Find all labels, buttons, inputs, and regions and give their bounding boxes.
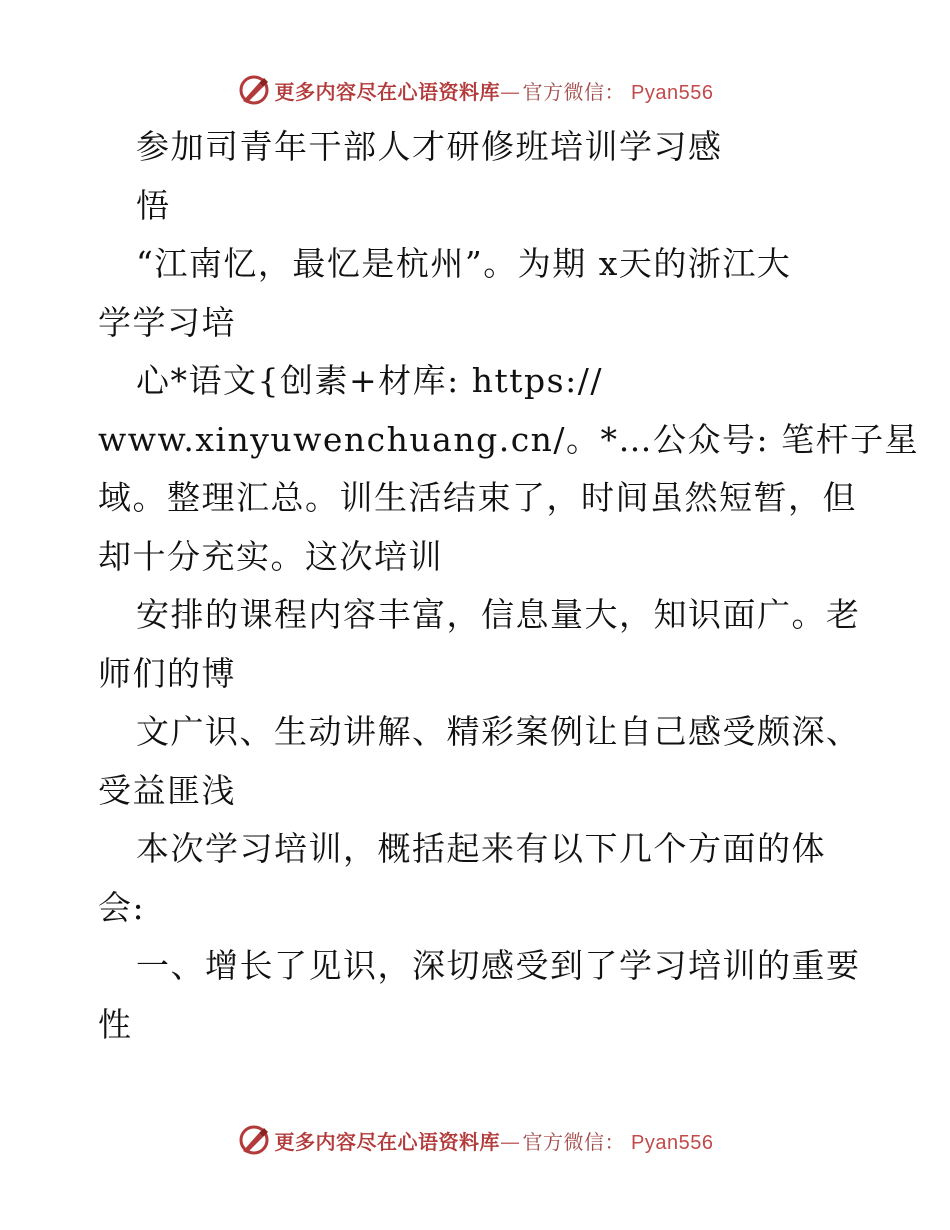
pen-logo-icon [237, 1123, 271, 1157]
header-banner [0, 70, 950, 110]
document-line: 性 [98, 1004, 133, 1044]
banner-text [275, 76, 714, 105]
pen-logo-icon [237, 73, 271, 107]
document-line: 会: [98, 887, 146, 927]
document-line: 学学习培 [98, 302, 236, 342]
document-line: 师们的博 [98, 653, 236, 693]
document-line: 域。整理汇总。训生活结束了，时间虽然短暂，但 [98, 478, 857, 517]
banner-main: 更多内容尽在心语资料库 [274, 1129, 501, 1154]
document-line: 受益匪浅 [98, 770, 236, 810]
document-line: “江南忆，最忆是杭州”。为期 x天的浙江大 [136, 244, 792, 283]
document-line: 悟 [136, 185, 171, 225]
banner-dash: — [500, 79, 521, 104]
document-body [98, 118, 920, 1054]
document-line: 一、增长了见识，深切感受到了学习培训的重要 [136, 946, 861, 985]
document-line: 安排的课程内容丰富，信息量大，知识面广。老 [136, 595, 861, 634]
banner-text [275, 1126, 714, 1155]
document-line: 心*语文{创素+材库: https:// [136, 361, 603, 400]
footer-banner [0, 1120, 950, 1160]
banner-wechat: Pyan556 [631, 81, 714, 104]
document-line: www.xinyuwenchuang.cn/。*…公众号: 笔杆子星 [98, 419, 920, 459]
banner-wechat: Pyan556 [631, 1131, 714, 1154]
document-line: 文广识、生动讲解、精彩案例让自己感受颇深、 [136, 712, 861, 751]
document-line: 参加司青年干部人才研修班培训学习感 [136, 127, 723, 166]
banner-sub: 官方微信： [522, 1129, 626, 1154]
document-line: 却十分充实。这次培训 [98, 536, 443, 576]
banner-dash: — [500, 1129, 521, 1154]
banner-sub: 官方微信： [522, 79, 626, 104]
document-line: 本次学习培训，概括起来有以下几个方面的体 [136, 829, 826, 868]
banner-main: 更多内容尽在心语资料库 [274, 79, 501, 104]
